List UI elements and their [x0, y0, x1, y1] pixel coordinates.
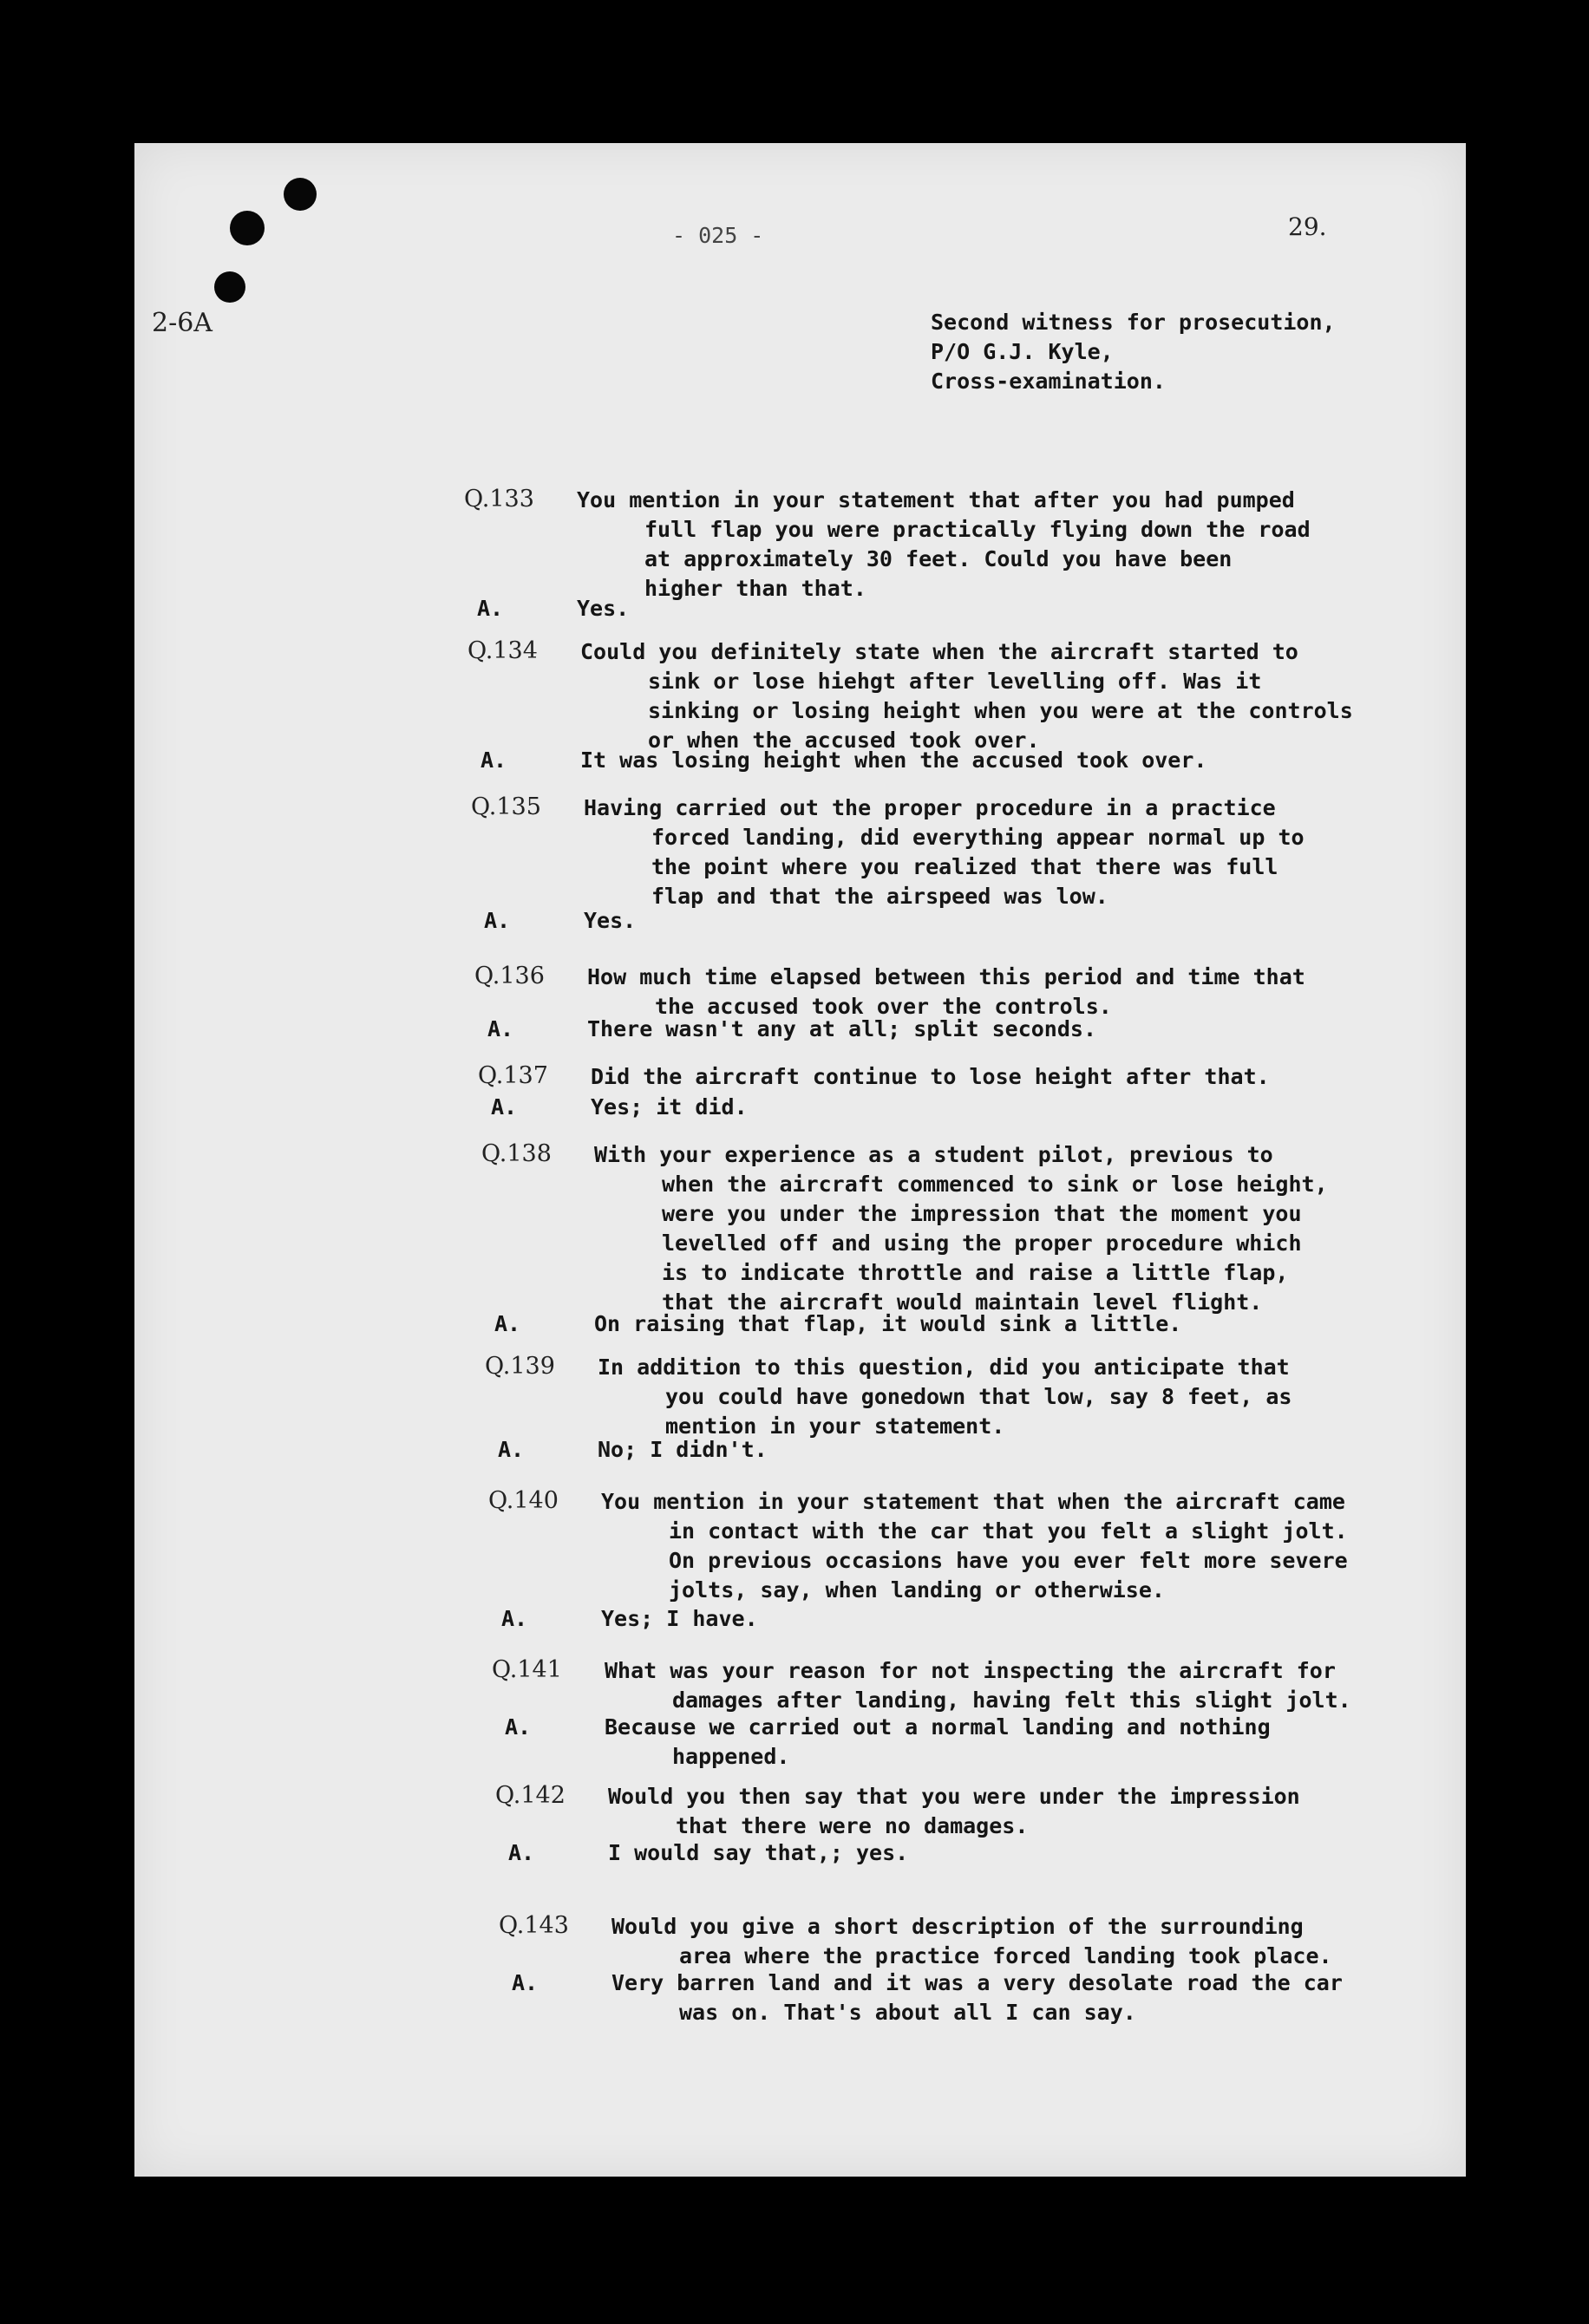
- answer-text: [598, 1435, 768, 1465]
- question-line: area where the practice forced landing took place.: [679, 1943, 1332, 1968]
- answer-line: happened.: [672, 1744, 790, 1769]
- question-line: the accused took over the controls.: [655, 994, 1112, 1019]
- answer-text: [580, 746, 1206, 775]
- question-line: levelled off and using the proper procedure which: [662, 1231, 1302, 1256]
- answer-text: [587, 1015, 1096, 1044]
- question-text: [608, 1782, 1300, 1841]
- answer-text: [577, 594, 629, 623]
- answer-line: There wasn't any at all; split seconds.: [587, 1016, 1096, 1041]
- answer-label: A.: [487, 1016, 514, 1041]
- question-line: were you under the impression that the moment you: [662, 1201, 1302, 1226]
- question-line: Could you definitely state when the aircraft started to: [580, 639, 1298, 664]
- answer-line: Yes.: [584, 908, 637, 933]
- answer-text: [605, 1713, 1271, 1772]
- answer-text: [594, 1309, 1181, 1339]
- answer-label: A.: [498, 1437, 525, 1462]
- question-text: [598, 1353, 1291, 1441]
- question-line: higher than that.: [644, 576, 866, 601]
- question-number: Q.138: [481, 1140, 552, 1167]
- question-text: [587, 963, 1305, 1022]
- question-text: [605, 1656, 1351, 1715]
- question-line: flap and that the airspeed was low.: [651, 884, 1108, 909]
- question-number: Q.141: [492, 1656, 562, 1683]
- question-line: in contact with the car that you felt a slight jolt.: [669, 1518, 1348, 1544]
- punch-hole: [214, 271, 245, 303]
- question-number: Q.142: [495, 1782, 566, 1809]
- question-number: Q.135: [471, 793, 541, 820]
- question-line: You mention in your statement that after you had pumped: [577, 487, 1295, 512]
- answer-label: A.: [512, 1970, 539, 1995]
- answer-text: [584, 906, 636, 936]
- answer-line: I would say that,; yes.: [608, 1840, 909, 1865]
- question-line: when the aircraft commenced to sink or lose height,: [662, 1172, 1328, 1197]
- punch-hole: [284, 178, 317, 211]
- page-code: - 025 -: [672, 223, 764, 248]
- question-number: Q.133: [464, 486, 534, 512]
- answer-line: It was losing height when the accused took over.: [580, 747, 1207, 773]
- answer-line: No; I didn't.: [598, 1437, 768, 1462]
- question-line: Would you then say that you were under the impression: [608, 1784, 1300, 1809]
- question-text: [601, 1487, 1348, 1605]
- question-text: [580, 637, 1353, 755]
- question-line: that the aircraft would maintain level flight.: [662, 1289, 1263, 1315]
- punch-hole: [230, 211, 265, 245]
- question-text: [577, 486, 1311, 604]
- answer-label: A.: [505, 1714, 532, 1740]
- answer-label: A.: [508, 1840, 535, 1865]
- answer-line: Yes; I have.: [601, 1606, 758, 1631]
- answer-label: A.: [491, 1094, 518, 1120]
- question-line: mention in your statement.: [665, 1413, 1005, 1439]
- question-line: Would you give a short description of the surrounding: [611, 1914, 1304, 1939]
- witness-name: P/O G.J. Kyle,: [931, 339, 1114, 364]
- question-line: you could have gonedown that low, say 8 feet, as: [665, 1384, 1292, 1409]
- question-number: Q.136: [474, 963, 545, 989]
- question-text: [584, 793, 1305, 911]
- question-line: You mention in your statement that when the aircraft came: [601, 1489, 1345, 1514]
- question-number: Q.134: [468, 637, 538, 664]
- document-page: [134, 143, 1466, 2177]
- question-line: or when the accused took over.: [648, 728, 1040, 753]
- question-line: jolts, say, when landing or otherwise.: [669, 1577, 1165, 1603]
- question-line: is to indicate throttle and raise a little flap,: [662, 1260, 1289, 1285]
- answer-label: A.: [501, 1606, 528, 1631]
- answer-line: Very barren land and it was a very desolate road the car: [611, 1970, 1343, 1995]
- answer-text: [601, 1604, 758, 1634]
- answer-text: [591, 1093, 748, 1122]
- question-line: at approximately 30 feet. Could you have been: [644, 546, 1233, 571]
- question-number: Q.139: [485, 1353, 555, 1380]
- question-number: Q.137: [478, 1062, 548, 1089]
- answer-line: Yes.: [577, 596, 630, 621]
- answer-line: Yes; it did.: [591, 1094, 748, 1120]
- answer-text: [608, 1838, 908, 1868]
- answer-label: A.: [477, 596, 504, 621]
- question-line: full flap you were practically flying down the road: [644, 517, 1311, 542]
- answer-line: Because we carried out a normal landing and nothing: [605, 1714, 1271, 1740]
- question-line: that there were no damages.: [676, 1813, 1029, 1838]
- answer-text: [611, 1968, 1343, 2027]
- page-number: 29.: [1288, 212, 1327, 241]
- question-text: [591, 1062, 1270, 1092]
- question-line: damages after landing, having felt this slight jolt.: [672, 1688, 1351, 1713]
- question-text: [594, 1140, 1328, 1317]
- answer-line: On raising that flap, it would sink a little.: [594, 1311, 1182, 1336]
- question-number: Q.143: [499, 1912, 569, 1939]
- question-line: sinking or losing height when you were at the controls: [648, 698, 1353, 723]
- question-text: [611, 1912, 1332, 1971]
- examination-type: Cross-examination.: [931, 369, 1166, 394]
- question-line: On previous occasions have you ever felt more severe: [669, 1548, 1348, 1573]
- question-line: Did the aircraft continue to lose height after that.: [591, 1064, 1270, 1089]
- question-line: the point where you realized that there was full: [651, 854, 1278, 879]
- answer-label: A.: [481, 747, 507, 773]
- answer-line: was on. That's about all I can say.: [679, 2000, 1136, 2025]
- question-line: Having carried out the proper procedure in a practice: [584, 795, 1276, 820]
- question-line: In addition to this question, did you anticipate that: [598, 1355, 1290, 1380]
- question-number: Q.140: [488, 1487, 559, 1514]
- answer-label: A.: [494, 1311, 521, 1336]
- question-line: How much time elapsed between this period and time that: [587, 964, 1305, 989]
- question-line: forced landing, did everything appear normal up to: [651, 825, 1305, 850]
- question-line: With your experience as a student pilot, previous to: [594, 1142, 1273, 1167]
- answer-label: A.: [484, 908, 511, 933]
- witness-heading: Second witness for prosecution,: [931, 310, 1336, 335]
- question-line: sink or lose hiehgt after levelling off. Was it: [648, 669, 1262, 694]
- side-reference: 2-6A: [152, 308, 213, 338]
- question-line: What was your reason for not inspecting the aircraft for: [605, 1658, 1336, 1683]
